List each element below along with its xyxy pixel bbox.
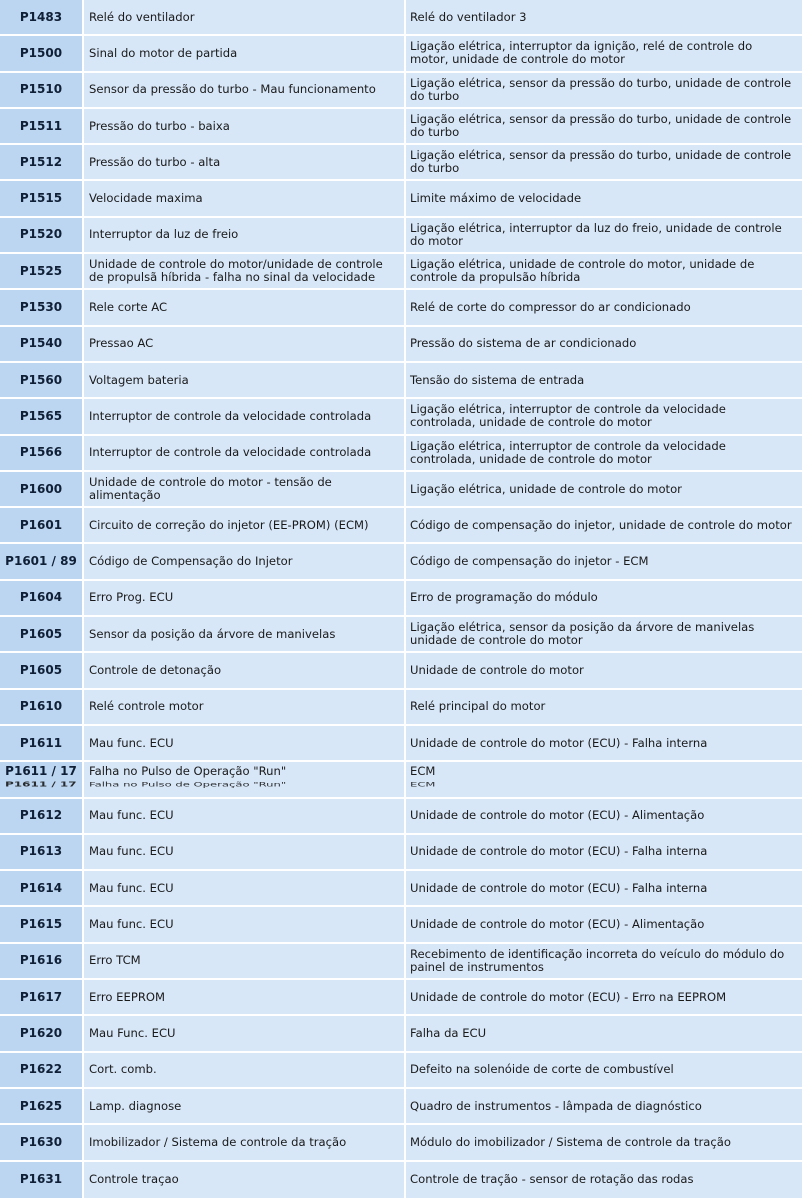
- cause-cell: [406, 73, 802, 107]
- code-cell-text: P1511: [19, 118, 63, 133]
- code-cell-text: P1560: [19, 372, 63, 387]
- code-cell: [0, 726, 84, 760]
- cause-cell: [406, 1125, 802, 1159]
- description-cell-text: Mau func. ECU: [89, 735, 174, 750]
- cause-cell-text: Unidade de controle do motor (ECU) - Falha interna: [410, 844, 708, 859]
- description-cell: [84, 690, 406, 724]
- description-cell-text: Cort. comb.: [89, 1062, 157, 1077]
- description-cell-text: Erro EEPROM: [89, 989, 166, 1004]
- code-cell: [0, 436, 84, 470]
- description-cell: [84, 399, 406, 433]
- cause-cell: [406, 690, 802, 724]
- description-cell: [84, 653, 406, 687]
- code-cell-text: P1622: [19, 1062, 63, 1077]
- description-cell-text: Relé do ventilador: [89, 9, 195, 24]
- code-cell-text: P1510: [19, 82, 63, 97]
- cause-cell-text: Relé do ventilador 3: [410, 9, 527, 24]
- cause-cell-text: Defeito na solenóide de corte de combustível: [410, 1062, 674, 1077]
- code-cell: [0, 109, 84, 143]
- cause-cell-text: Controle de tração - sensor de rotação das rodas: [410, 1172, 694, 1187]
- description-cell-text: Controle traçao: [89, 1172, 179, 1187]
- cause-cell: [406, 980, 802, 1014]
- table-row: [0, 218, 802, 254]
- description-cell: [84, 1089, 406, 1123]
- code-cell-text: P1610: [19, 699, 63, 714]
- code-cell-text: P1613: [19, 844, 63, 859]
- cause-cell-text: Quadro de instrumentos - lâmpada de diagnóstico: [410, 1098, 702, 1113]
- cause-cell-text: Unidade de controle do motor (ECU) - Erro na EEPROM: [410, 989, 727, 1004]
- cause-cell-text: Recebimento de identificação incorreta do veículo do módulo do painel de instrumentos: [410, 946, 785, 974]
- cause-cell-text: Ligação elétrica, unidade de controle do motor: [410, 481, 682, 496]
- code-cell: [0, 363, 84, 397]
- cause-cell: [406, 907, 802, 941]
- table-row: [0, 726, 802, 762]
- description-cell: [84, 581, 406, 615]
- table-row: [0, 907, 802, 943]
- description-cell: [84, 799, 406, 833]
- code-cell: [0, 181, 84, 215]
- cause-cell-text: Código de compensação do injetor, unidade de controle do motor: [410, 517, 792, 532]
- code-cell: [0, 799, 84, 833]
- code-cell-text: P1615: [19, 917, 63, 932]
- description-cell: [84, 181, 406, 215]
- code-cell: [0, 1053, 84, 1087]
- description-cell-text: Velocidade maxima: [89, 191, 203, 206]
- description-cell-text: Rele corte AC: [89, 300, 168, 315]
- table-row: [0, 1125, 802, 1161]
- code-cell: [0, 653, 84, 687]
- description-cell: [84, 1016, 406, 1050]
- cause-cell-text: Tensão do sistema de entrada: [410, 372, 585, 387]
- description-cell: [84, 726, 406, 760]
- description-cell: [84, 980, 406, 1014]
- cause-cell: [406, 436, 802, 470]
- cause-cell-text: Relé de corte do compressor do ar condicionado: [410, 300, 691, 315]
- code-cell: [0, 399, 84, 433]
- code-cell-text: P1630: [19, 1134, 63, 1149]
- cause-cell-text: Ligação elétrica, sensor da pressão do turbo, unidade de controle do turbo: [410, 112, 792, 140]
- cause-cell: [406, 363, 802, 397]
- cause-cell: [406, 181, 802, 215]
- description-cell: [84, 472, 406, 506]
- description-cell: [84, 508, 406, 542]
- description-cell-text: Código de Compensação do Injetor: [89, 554, 293, 569]
- code-cell-text: P1520: [19, 227, 63, 242]
- code-cell-text: P1601: [19, 517, 63, 532]
- description-cell-text: Sensor da posição da árvore de manivelas: [89, 626, 336, 641]
- cause-cell: [406, 0, 802, 34]
- description-cell: [84, 109, 406, 143]
- table-row: [0, 290, 802, 326]
- table-row: [0, 544, 802, 580]
- cause-cell: [406, 799, 802, 833]
- description-cell: [84, 218, 406, 252]
- cause-cell: [406, 544, 802, 578]
- cause-cell-text: Módulo do imobilizador / Sistema de controle da tração: [410, 1134, 731, 1149]
- code-cell: [0, 327, 84, 361]
- description-cell: [84, 762, 406, 796]
- description-cell-text: Pressão do turbo - alta: [89, 154, 221, 169]
- code-cell-text: P1483: [19, 9, 63, 24]
- description-cell: [84, 290, 406, 324]
- description-cell-text: Sinal do motor de partida: [89, 45, 238, 60]
- description-cell-text: Voltagem bateria: [89, 372, 189, 387]
- description-cell-text: Interruptor da luz de freio: [89, 227, 239, 242]
- table-row: [0, 1089, 802, 1125]
- table-row: [0, 472, 802, 508]
- description-cell-text: Erro Prog. ECU: [89, 590, 174, 605]
- cause-cell-text: Relé principal do motor: [410, 699, 546, 714]
- code-cell: [0, 871, 84, 905]
- code-cell-text: P1616: [19, 953, 63, 968]
- code-cell: [0, 907, 84, 941]
- table-row: [0, 980, 802, 1016]
- code-cell-text: P1515: [19, 191, 63, 206]
- code-cell-text: P1530: [19, 300, 63, 315]
- code-cell: [0, 617, 84, 651]
- code-cell: [0, 980, 84, 1014]
- table-row: [0, 799, 802, 835]
- code-cell-text: P1500: [19, 45, 63, 60]
- description-cell-text: Imobilizador / Sistema de controle da tração: [89, 1134, 347, 1149]
- cause-cell: [406, 109, 802, 143]
- code-cell: [0, 508, 84, 542]
- description-cell: [84, 544, 406, 578]
- table-row: [0, 581, 802, 617]
- code-cell-text: P1512: [19, 154, 63, 169]
- code-cell: [0, 145, 84, 179]
- table-row: [0, 508, 802, 544]
- description-cell-overprint: Falha no Pulso de Operação "Run": [89, 780, 287, 789]
- table-row: [0, 399, 802, 435]
- code-cell: [0, 218, 84, 252]
- code-cell-text: P1605: [19, 626, 63, 641]
- cause-cell: [406, 254, 802, 288]
- code-cell: [0, 36, 84, 70]
- description-cell: [84, 1053, 406, 1087]
- cause-cell: [406, 944, 802, 978]
- description-cell: [84, 73, 406, 107]
- code-cell: [0, 581, 84, 615]
- code-cell: [0, 544, 84, 578]
- cause-cell-text: Ligação elétrica, interruptor de controle da velocidade controlada, unidade de controle do motor: [410, 438, 726, 466]
- cause-cell: [406, 218, 802, 252]
- description-cell-text: Lamp. diagnose: [89, 1098, 182, 1113]
- description-cell: [84, 327, 406, 361]
- cause-cell: [406, 145, 802, 179]
- code-cell-text: P1566: [19, 445, 63, 460]
- cause-cell: [406, 726, 802, 760]
- description-cell: [84, 0, 406, 34]
- description-cell: [84, 254, 406, 288]
- description-cell-text: Unidade de controle do motor/unidade de controle de propulsã híbrida - falha no sinal da velocidade: [89, 257, 383, 285]
- cause-cell: [406, 472, 802, 506]
- description-cell-text: Pressao AC: [89, 336, 154, 351]
- code-cell: [0, 944, 84, 978]
- cause-cell-text: Falha da ECU: [410, 1025, 487, 1040]
- code-cell-text: P1625: [19, 1098, 63, 1113]
- cause-cell-text: Ligação elétrica, sensor da pressão do turbo, unidade de controle do turbo: [410, 148, 792, 176]
- cause-cell-text: Ligação elétrica, sensor da pressão do turbo, unidade de controle do turbo: [410, 75, 792, 103]
- code-cell-text: P1540: [19, 336, 63, 351]
- cause-cell-text: Ligação elétrica, interruptor da ignição, relé de controle do motor, unidade de controle do motor: [410, 39, 753, 67]
- code-cell: [0, 472, 84, 506]
- code-cell: [0, 73, 84, 107]
- code-cell-text: P1600: [19, 481, 63, 496]
- code-cell: [0, 1125, 84, 1159]
- table-row: [0, 1016, 802, 1052]
- cause-cell: [406, 1162, 802, 1198]
- cause-cell-text: Ligação elétrica, sensor da posição da árvore de manivelas unidade de controle do motor: [410, 620, 755, 648]
- code-cell: [0, 1016, 84, 1050]
- description-cell: [84, 871, 406, 905]
- code-cell: [0, 762, 84, 796]
- description-cell: [84, 436, 406, 470]
- table-row: [0, 0, 802, 36]
- code-cell-text: P1614: [19, 880, 63, 895]
- cause-cell-text: Unidade de controle do motor (ECU) - Falha interna: [410, 735, 708, 750]
- table-row: [0, 762, 802, 798]
- description-cell: [84, 1125, 406, 1159]
- code-cell: [0, 254, 84, 288]
- cause-cell-text: Unidade de controle do motor: [410, 662, 584, 677]
- description-cell: [84, 363, 406, 397]
- cause-cell-text: ECM: [410, 763, 436, 778]
- cause-cell: [406, 508, 802, 542]
- code-cell: [0, 690, 84, 724]
- cause-cell-text: Ligação elétrica, interruptor da luz do freio, unidade de controle do motor: [410, 220, 782, 248]
- code-cell-overprint: P1611 / 17: [5, 780, 77, 789]
- code-cell-text: P1611 / 17: [5, 763, 77, 778]
- code-cell: [0, 290, 84, 324]
- cause-cell: [406, 653, 802, 687]
- table-row: [0, 109, 802, 145]
- code-cell-text: P1611: [19, 735, 63, 750]
- cause-cell-text: Limite máximo de velocidade: [410, 191, 582, 206]
- code-cell: [0, 1089, 84, 1123]
- table-row: [0, 145, 802, 181]
- cause-cell: [406, 762, 802, 796]
- table-row: [0, 181, 802, 217]
- description-cell-text: Erro TCM: [89, 953, 141, 968]
- code-cell-text: P1604: [19, 590, 63, 605]
- cause-cell: [406, 617, 802, 651]
- description-cell-text: Interruptor de controle da velocidade controlada: [89, 408, 372, 423]
- cause-cell-text: Código de compensação do injetor - ECM: [410, 554, 649, 569]
- cause-cell: [406, 835, 802, 869]
- code-cell-text: P1612: [19, 808, 63, 823]
- code-cell: [0, 835, 84, 869]
- code-cell-text: P1601 / 89: [5, 554, 77, 569]
- cause-cell: [406, 36, 802, 70]
- cause-cell-text: Erro de programação do módulo: [410, 590, 598, 605]
- description-cell-text: Mau func. ECU: [89, 917, 174, 932]
- table-row: [0, 871, 802, 907]
- cause-cell: [406, 399, 802, 433]
- description-cell-text: Circuito de correção do injetor (EE-PROM) (ECM): [89, 517, 369, 532]
- description-cell: [84, 944, 406, 978]
- cause-cell: [406, 1053, 802, 1087]
- cause-cell: [406, 871, 802, 905]
- cause-cell: [406, 1016, 802, 1050]
- cause-cell: [406, 327, 802, 361]
- cause-cell-text: Ligação elétrica, interruptor de controle da velocidade controlada, unidade de controle do motor: [410, 402, 726, 430]
- cause-cell-text: Unidade de controle do motor (ECU) - Falha interna: [410, 880, 708, 895]
- description-cell: [84, 617, 406, 651]
- table-row: [0, 617, 802, 653]
- description-cell-text: Unidade de controle do motor - tensão de alimentação: [89, 475, 332, 502]
- cause-cell: [406, 581, 802, 615]
- code-cell-text: P1525: [19, 263, 63, 278]
- description-cell-text: Mau Func. ECU: [89, 1025, 176, 1040]
- description-cell-text: Mau func. ECU: [89, 844, 174, 859]
- cause-cell-text: Unidade de controle do motor (ECU) - Alimentação: [410, 808, 705, 823]
- cause-cell: [406, 290, 802, 324]
- cause-cell: [406, 1089, 802, 1123]
- cause-cell-text: Ligação elétrica, unidade de controle do motor, unidade de controle da propulsão híbrida: [410, 257, 755, 285]
- description-cell-text: Sensor da pressão do turbo - Mau funcionamento: [89, 82, 376, 97]
- table-row: [0, 73, 802, 109]
- table-row: [0, 254, 802, 290]
- cause-cell-overprint: ECM: [410, 780, 436, 789]
- code-cell-text: P1617: [19, 989, 63, 1004]
- table-row: [0, 327, 802, 363]
- code-cell-text: P1620: [19, 1025, 63, 1040]
- cause-cell-text: Pressão do sistema de ar condicionado: [410, 336, 637, 351]
- code-cell-text: P1565: [19, 408, 63, 423]
- table-row: [0, 690, 802, 726]
- description-cell-text: Interruptor de controle da velocidade controlada: [89, 445, 372, 460]
- description-cell: [84, 145, 406, 179]
- table-row: [0, 1053, 802, 1089]
- table-row: [0, 363, 802, 399]
- cause-cell-text: Unidade de controle do motor (ECU) - Alimentação: [410, 917, 705, 932]
- code-cell-text: P1605: [19, 662, 63, 677]
- description-cell-text: Pressão do turbo - baixa: [89, 118, 230, 133]
- table-row: [0, 436, 802, 472]
- code-cell: [0, 1162, 84, 1198]
- description-cell: [84, 835, 406, 869]
- description-cell: [84, 907, 406, 941]
- code-cell: [0, 0, 84, 34]
- description-cell: [84, 1162, 406, 1198]
- table-row: [0, 653, 802, 689]
- table-row: [0, 944, 802, 980]
- description-cell-text: Relé controle motor: [89, 699, 204, 714]
- description-cell-text: Falha no Pulso de Operação "Run": [89, 763, 287, 778]
- table-row: [0, 1162, 802, 1198]
- table-row: [0, 835, 802, 871]
- description-cell-text: Mau func. ECU: [89, 808, 174, 823]
- description-cell-text: Controle de detonação: [89, 662, 222, 677]
- table-row: [0, 36, 802, 72]
- description-cell: [84, 36, 406, 70]
- description-cell-text: Mau func. ECU: [89, 880, 174, 895]
- code-cell-text: P1631: [19, 1172, 63, 1187]
